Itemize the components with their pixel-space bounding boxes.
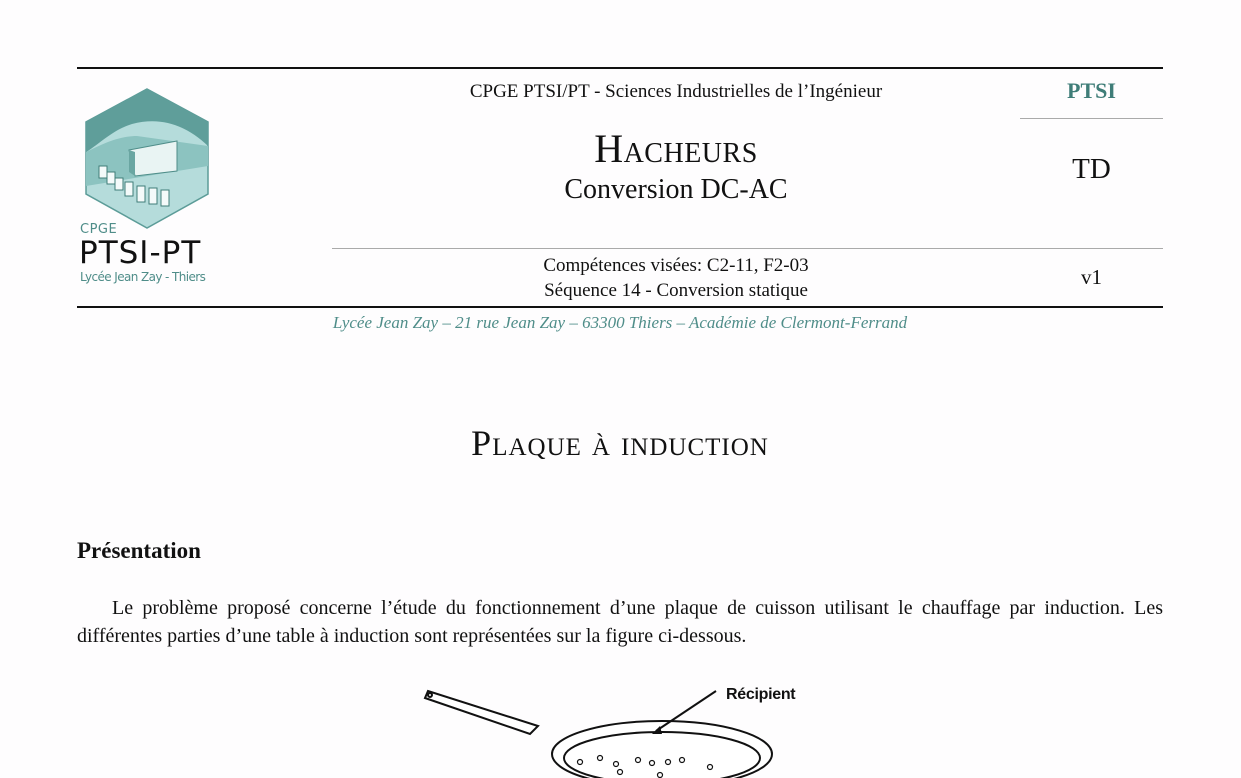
header-top-rule	[77, 67, 1163, 69]
course-name: CPGE PTSI/PT - Sciences Industrielles de l’Ingénieur	[469, 81, 883, 102]
level-badge: PTSI	[1067, 78, 1116, 103]
school-address: Lycée Jean Zay – 21 rue Jean Zay – 63300 Thiers – Académie de Clermont-Ferrand	[332, 313, 908, 332]
section-heading: Présentation	[77, 538, 201, 563]
chapter-title: Hacheurs	[594, 126, 758, 171]
header-right-divider	[1020, 118, 1163, 119]
figure-label-recipient: Récipient	[726, 686, 796, 703]
header-mid-divider	[332, 248, 1163, 249]
sequence-text: Séquence 14 - Conversion statique	[544, 280, 808, 301]
logo-name-text: PTSI-PT	[79, 235, 202, 271]
header-bottom-rule	[77, 306, 1163, 308]
document-title: Plaque à induction	[471, 423, 769, 463]
logo-cpge-text: CPGE	[80, 222, 118, 237]
document-page	[77, 0, 1163, 778]
logo-school-text: Lycée Jean Zay - Thiers	[80, 270, 206, 284]
induction-figure	[420, 676, 820, 778]
chapter-subtitle: Conversion DC-AC	[564, 174, 788, 205]
version-label: v1	[1081, 265, 1102, 289]
document-type: TD	[1072, 153, 1111, 185]
skills-block	[332, 253, 1020, 303]
school-logo-hexagon-icon	[77, 86, 227, 236]
section-paragraph: Le problème proposé concerne l’étude du fonctionnement d’une plaque de cuisson utilisant le chauffage par induction. Les différentes parties d’une table à induction sont représentées sur la figure ci-dessous.	[77, 597, 1163, 647]
skills-text: Compétences visées: C2-11, F2-03	[543, 255, 809, 276]
